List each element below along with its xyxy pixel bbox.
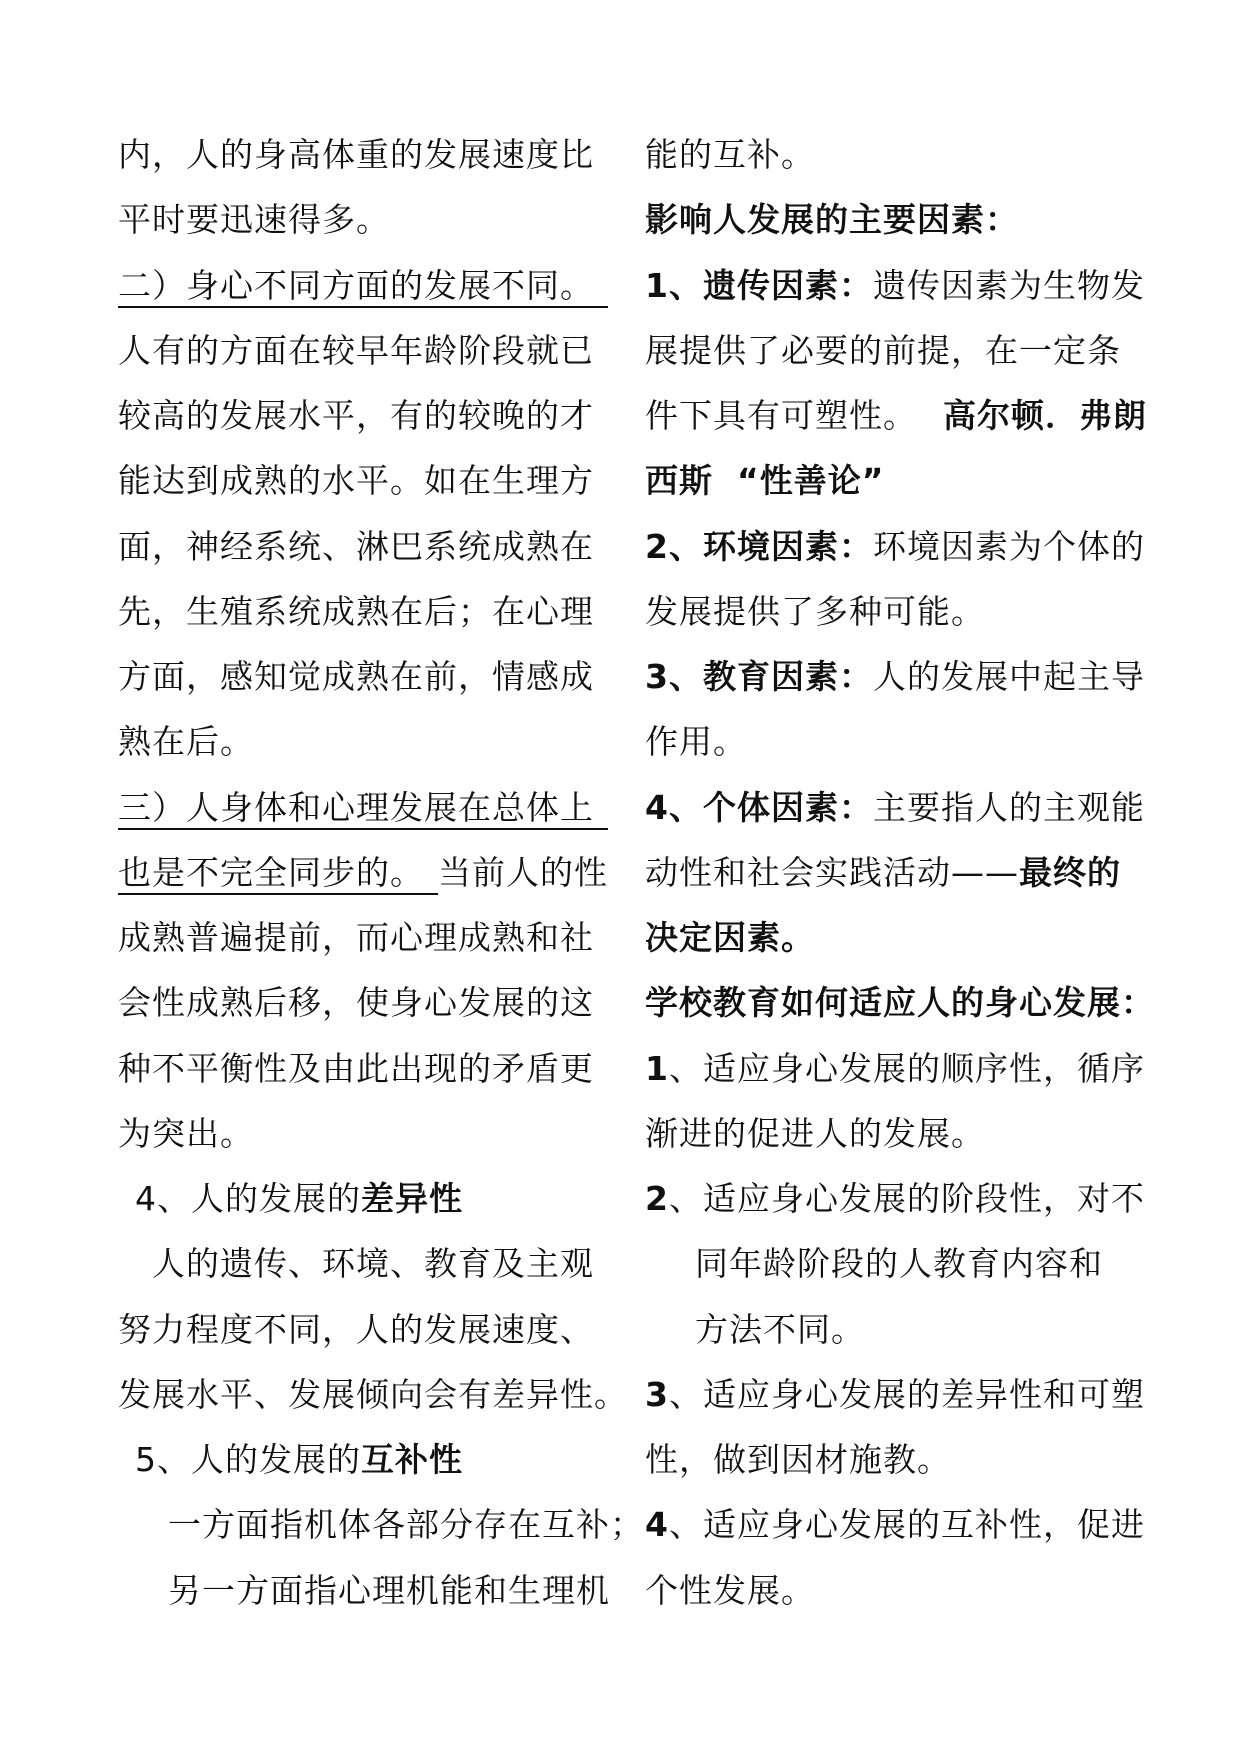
line-text: 环境因素为个体的 [872,526,1145,566]
bold-term: 1、遗传因素： [645,265,873,305]
right-line-15 [645,1036,1205,1101]
bold-term: 西斯 [645,461,713,501]
left-line-7 [118,514,628,579]
underlined-heading: 也是不完全同步的。 [118,853,438,895]
line-text: 渐进的促进人的发展。 [645,1113,985,1153]
line-text: 性，做到因材施教。 [645,1440,951,1479]
line-text: 先，生殖系统成熟在后；在心理 [118,591,594,631]
left-line-19 [118,1297,628,1362]
line-text: 、适应身心发展的阶段性，对不 [668,1179,1145,1218]
left-line-9 [118,644,628,709]
bold-term: 差异性 [361,1179,463,1218]
right-line-17 [645,1166,1205,1231]
bold-term: “性善论” [737,461,885,501]
right-line-19 [645,1297,1205,1362]
right-line-23 [645,1558,1205,1623]
line-text: 平时要迅速得多。 [118,200,390,240]
line-text: 同年龄阶段的人教育内容和 [695,1244,1103,1284]
right-line-2 [645,187,1205,252]
line-text: 能的互补。 [645,135,815,174]
left-line-12 [118,840,628,905]
right-line-18 [645,1231,1205,1296]
line-text: 个性发展。 [645,1570,815,1610]
bold-term: 3、教育因素： [645,657,873,696]
bold-term: 高尔顿．弗朗 [943,396,1147,435]
underlined-heading: 二）身心不同方面的发展不同。 [118,266,608,308]
underlined-heading: 三）人身体和心理发展在总体上 [118,788,608,830]
line-text: 较高的发展水平，有的较晚的才 [118,396,594,435]
line-text: 方法不同。 [695,1309,865,1349]
line-text: 种不平衡性及由此出现的矛盾更 [118,1048,594,1088]
line-text: 遗传因素为生物发 [872,265,1145,305]
right-line-22 [645,1492,1205,1557]
right-line-3 [645,253,1205,318]
right-line-5 [645,383,1205,448]
line-text: 熟在后。 [118,722,254,762]
left-column [118,122,644,1623]
left-line-8 [118,579,628,644]
right-line-11 [645,775,1205,840]
line-text: 、适应身心发展的顺序性，循序 [668,1048,1145,1088]
bold-term: 4、个体因素： [645,787,873,827]
line-text: 件下具有可塑性。 [645,396,917,435]
left-line-1 [118,122,628,187]
bold-term: 最终的 [1019,852,1121,892]
line-text: 、适应身心发展的互补性，促进 [668,1505,1145,1545]
line-text: 、适应身心发展的差异性和可塑 [668,1374,1145,1414]
left-line-5 [118,383,628,448]
list-number: 2 [645,1179,669,1218]
left-line-21 [118,1427,628,1492]
line-text: 人的发展中起主导 [872,657,1145,696]
line-text: 作用。 [645,722,747,762]
left-line-4 [118,318,628,383]
right-line-14 [645,970,1205,1035]
line-text: 为突出。 [118,1113,254,1153]
line-text: 展提供了必要的前提，在一定条 [645,330,1121,370]
left-line-11 [118,775,628,840]
bold-term: 互补性 [361,1440,463,1479]
right-column [645,122,1205,1623]
right-line-4 [645,318,1205,383]
left-line-14 [118,970,628,1035]
section-heading: 学校教育如何适应人的身心发展： [645,983,1155,1023]
line-text: 面，神经系统、淋巴系统成熟在 [118,526,594,566]
right-line-13 [645,905,1205,970]
list-number: 1 [645,1048,669,1088]
left-line-20 [118,1362,628,1427]
left-line-17 [118,1166,628,1231]
line-text: 4、人的发展的 [135,1179,361,1218]
line-text: 人的遗传、环境、教育及主观 [152,1244,594,1284]
right-line-6 [645,448,1205,513]
left-line-22 [118,1492,644,1557]
line-text: 成熟普遍提前，而心理成熟和社 [118,918,594,957]
line-text: 发展水平、发展倾向会有差异性。 [118,1374,628,1414]
right-line-1 [645,122,1205,187]
right-line-16 [645,1101,1205,1166]
list-number: 3 [645,1374,669,1414]
left-line-13 [118,905,628,970]
left-line-2 [118,187,628,252]
right-line-10 [645,709,1205,774]
line-text: 内，人的身高体重的发展速度比 [118,135,594,174]
left-line-6 [118,448,628,513]
bold-term: 2、环境因素： [645,526,873,566]
line-text: 能达到成熟的水平。如在生理方 [118,461,594,501]
section-heading: 影响人发展的主要因素： [645,200,1019,240]
bold-term: 决定因素。 [645,918,815,957]
line-text: 发展提供了多种可能。 [645,591,985,631]
line-text: 当前人的性 [438,852,608,892]
left-line-3 [118,253,628,318]
right-line-8 [645,579,1205,644]
line-text: 动性和社会实践活动—— [645,852,1019,892]
line-text: 人有的方面在较早年龄阶段就已 [118,330,594,370]
right-line-7 [645,514,1205,579]
line-text: 5、人的发展的 [135,1440,361,1479]
line-text: 努力程度不同，人的发展速度、 [118,1309,594,1349]
line-text: 方面，感知觉成熟在前，情感成 [118,657,594,696]
left-line-18 [118,1231,628,1296]
line-text: 主要指人的主观能 [872,787,1145,827]
line-text: 一方面指机体各部分存在互补； [168,1505,644,1545]
right-line-12 [645,840,1205,905]
line-text: 会性成熟后移，使身心发展的这 [118,983,594,1023]
left-line-10 [118,709,628,774]
left-line-16 [118,1101,628,1166]
right-line-9 [645,644,1205,709]
left-line-23 [118,1558,628,1623]
line-text: 另一方面指心理机能和生理机 [168,1570,610,1610]
list-number: 4 [645,1505,669,1545]
right-line-21 [645,1427,1205,1492]
left-line-15 [118,1036,628,1101]
right-line-20 [645,1362,1205,1427]
